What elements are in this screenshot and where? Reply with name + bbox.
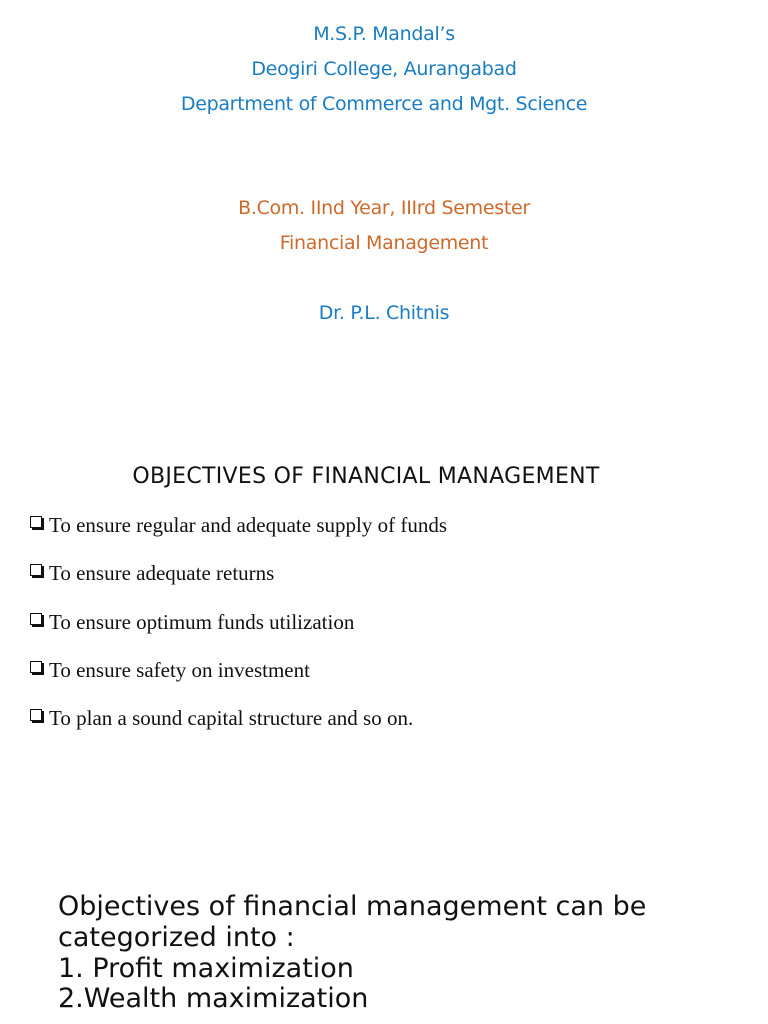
checkbox-icon xyxy=(30,709,42,721)
objectives-list xyxy=(30,510,447,751)
checkbox-icon xyxy=(30,661,42,673)
course-program: B.Com. IInd Year, IIIrd Semester xyxy=(238,197,530,219)
list-item xyxy=(30,510,447,558)
college-name: Deogiri College, Aurangabad xyxy=(251,58,517,80)
summary-item-profit: 1. Profit maximization xyxy=(58,952,354,984)
list-item xyxy=(30,607,447,655)
summary-intro-line-1: Objectives of financial management can be xyxy=(58,891,647,922)
institution-name: M.S.P. Mandal’s xyxy=(313,23,455,45)
summary-item-wealth: 2.Wealth maximization xyxy=(58,983,369,1015)
objective-text: To plan a sound capital structure and so on. xyxy=(49,706,414,731)
list-item xyxy=(30,703,447,751)
objective-text: To ensure regular and adequate supply of funds xyxy=(49,513,447,537)
summary-intro-line-2: categorized into : xyxy=(58,921,295,953)
list-item xyxy=(30,558,447,606)
objectives-heading: OBJECTIVES OF FINANCIAL MANAGEMENT xyxy=(132,464,600,489)
checkbox-icon xyxy=(30,613,42,625)
checkbox-icon xyxy=(30,564,42,576)
author-name: Dr. P.L. Chitnis xyxy=(318,302,450,324)
list-item xyxy=(30,655,447,703)
course-subject: Financial Management xyxy=(279,232,489,254)
checkbox-icon xyxy=(30,516,42,528)
department-name: Department of Commerce and Mgt. Science xyxy=(180,93,588,115)
summary-block xyxy=(58,892,646,1015)
objective-text: To ensure optimum funds utilization xyxy=(49,609,355,634)
objective-text: To ensure adequate returns xyxy=(49,561,275,586)
objective-text: To ensure safety on investment xyxy=(49,657,310,682)
